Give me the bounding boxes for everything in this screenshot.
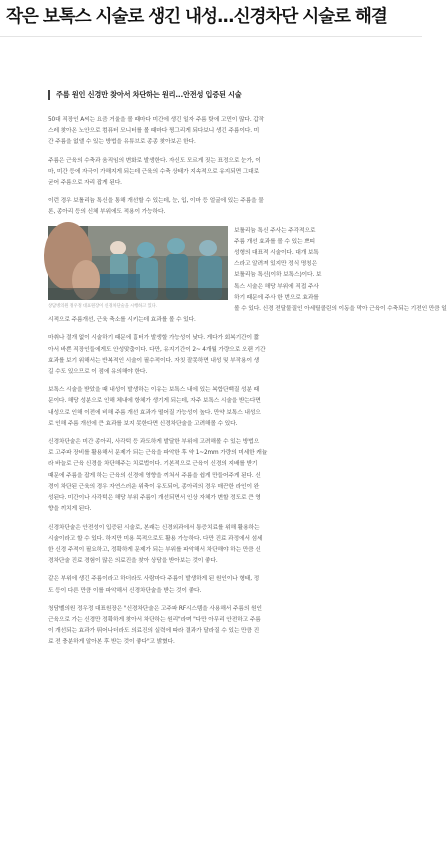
paragraph-line: 주름은 근육의 수축과 움직임의 변화로 발생한다. 자신도 모르게 짓는 표정으로 눈가, 이 <box>48 157 261 164</box>
paragraph-line: 청담벨의원 정우정 대표원장은 "신경차단술은 고주파 RF시스템을 사용해서 주름의 원인 <box>48 605 262 612</box>
paragraph-line: 경차단술 진료 경험이 많은 의료진을 찾아 상담을 받아보는 것이 좋다. <box>48 558 218 565</box>
paragraph-line: 볼 수 있다. 신경 전달물질인 아세틸콜린의 이동을 막아 근육이 수축되는 기전인 만큼 일 <box>234 306 447 313</box>
paragraph-line: 론, 종아리 등의 신체 부위에도 적용이 가능하다. <box>48 209 166 216</box>
article-figure <box>48 226 228 311</box>
paragraph-line: 50대 직장인 A씨는 요즘 거울을 볼 때마다 미간에 생긴 일자 주름 탓에 고민이 많다. 갑작 <box>48 117 265 123</box>
paragraph-line: 신경차단술은 미간 종아리, 사각턱 등 과도하게 발달한 부위에 고려해볼 수 있는 방법으 <box>48 439 260 446</box>
paragraph-line: 경이 차단된 근육의 경우 자연스러운 위축이 유도되어, 종아리의 경우 매끈한 라인이 완 <box>48 483 260 490</box>
paragraph-line: 한 신경 주적이 필요하고, 정확하게 문제가 되는 부위를 파악해서 차단해야 하는 만큼 신 <box>48 546 261 553</box>
paragraph-line: 도 등이 다른 만큼 이를 파악해서 신경차단술을 받는 것이 좋다. <box>48 587 202 594</box>
article-paragraph <box>48 604 370 649</box>
paragraph-line: 마, 미간 등에 자극이 가해지게 되는데 근육의 수축 상태가 지속적으로 유지되면 그대로 <box>48 168 260 175</box>
paragraph-line: 향을 끼치게 된다. <box>48 506 92 513</box>
surgery-photo <box>48 226 228 300</box>
paragraph-line: 료 전 충분하게 알아본 후 받는 것이 좋다"고 밝혔다. <box>48 639 175 646</box>
paragraph-line: 로 인해 주름 개선에 큰 효과를 보지 못한다면 신경차단술을 고려해볼 수 있다. <box>48 420 238 427</box>
article-body <box>48 90 447 656</box>
paragraph-line: 굳어 주름으로 자리 잡게 된다. <box>48 180 122 187</box>
article-paragraph <box>48 574 370 596</box>
article-paragraph <box>48 523 370 568</box>
paragraph-line: 로 고주파 장비를 활용해서 문제가 되는 근육을 파악한 후 약 1~2mm 가량의 미세한 캐뉼 <box>48 450 268 457</box>
paragraph-line: 때문에 주름을 잡게 하는 근육의 신경에 영향을 끼쳐서 주름을 쉽게 만들어주게 된다. 신 <box>48 472 261 479</box>
article-paragraph <box>48 196 370 218</box>
paragraph-line: 시적으로 주름개선, 근육 축소를 시키는데 효과를 볼 수 있다. <box>48 317 196 324</box>
article-paragraph <box>48 437 370 515</box>
paragraph-line: 마취나 절개 없이 시술하기 때문에 흉터가 발생할 가능성이 낮다. 게다가 회복기간이 짧 <box>48 335 260 342</box>
article-paragraph <box>48 333 370 378</box>
article-paragraph <box>48 385 370 430</box>
paragraph-line: 보툴리늄 톡신(이하 보톡스)이다. 보 <box>234 272 322 279</box>
paragraph-line: 아서 바쁜 직장인들에게도 안성맞춤이다. 다만, 유지기간이 2~ 4개월 가량으로 오랜 기간 <box>48 346 266 353</box>
paragraph-line: 길 수도 있으므로 이 점에 유의해야 한다. <box>48 369 148 376</box>
paragraph-line: 보툴리늄 톡신 주사는 주각적으로 <box>234 227 316 234</box>
paragraph-line: 보톡스 시술을 받았을 때 내성이 발생하는 이유는 보톡스 내에 있는 복합단백질 성분 때 <box>48 387 260 394</box>
headline: 작은 보톡스 시술로 생긴 내성...신경차단 시술로 해결 <box>6 7 387 27</box>
article-paragraph <box>48 156 370 190</box>
paragraph-line: 시술이라고 할 수 있다. 하지만 미용 목적으로도 활용 가능하다. 다만 진료 과정에서 섬세 <box>48 535 263 542</box>
paragraph-line: 이런 경우 보톨리늄 톡신을 통해 개선할 수 있는데, 눈, 입, 이마 등 얼굴에 있는 주름을 물 <box>48 198 264 205</box>
paragraph-line: 효과를 보기 위해서는 반복적인 시술이 필수적이다. 자칫 잘못하면 내성 및 부작용이 생 <box>48 357 260 364</box>
paragraph-line: 성된다. 미간이나 사각턱은 해당 부위 주름이 개선되면서 인상 자체가 변할 정도로 큰 영 <box>48 495 261 502</box>
figure-caption: 상담병의원 정우정 대표원장이 신경차단술을 시행하고 있다. <box>48 303 157 309</box>
paragraph-line: 내성으로 인해 이전에 비해 주름 개선 효과가 떨어질 가능성이 높다. 만약 보톡스 내성으 <box>48 409 261 416</box>
paragraph-line: 문이다. 해당 성분으로 인해 체내에 항체가 생기게 되는데, 자주 보톡스 시술을 받는다면 <box>48 398 261 405</box>
paragraph-line: 주름 개선 효과를 볼 수 있는 쁘띠 <box>234 238 316 245</box>
paragraph-line: 라 바늘로 근육 신경을 차단해주는 치료법이다. 기본적으로 근육이 신경의 지배를 받기 <box>48 461 258 468</box>
paragraph-line: 성형의 대표적 시술이다. 대개 보톡 <box>234 250 319 257</box>
paragraph-line: 스라고 알려져 있지만 정식 명칭은 <box>234 261 318 268</box>
paragraph-line: 스레 찾아온 노안으로 컴퓨터 모니터를 볼 때마다 찡그리게 되다보니 생긴 주름이다. 미 <box>48 128 260 135</box>
paragraph-group-intro <box>48 115 370 219</box>
paragraph-line: 근육으로 가는 신경만 정확하게 찾아서 차단하는 원리"라며 "다만 아무리 안전하고 주름 <box>48 616 261 623</box>
paragraph-line: 간 주름을 없앨 수 있는 방법을 유튜브로 종종 찾아보곤 한다. <box>48 139 196 146</box>
paragraph-line: 톡스 시술은 해당 부위에 직접 주사 <box>234 283 319 290</box>
paragraph-line: 이 개선되는 효과가 뛰어나더라도 의료진의 실력에 따라 결과가 달라질 수 있는 만큼 진 <box>48 628 260 635</box>
article-paragraph <box>48 115 370 149</box>
paragraph-line: 하기 때문에 주사 한 번으로 효과를 <box>234 294 319 301</box>
paragraph-line: 신경차단술은 안전성이 입증된 시술로, 본래는 신경외과에서 통증치료를 위해 활용하는 <box>48 524 260 531</box>
header-divider <box>0 36 422 37</box>
paragraph-line: 같은 부위에 생긴 주름이라고 하더라도 사람마다 주름이 발생하게 된 원인이나 형태, 정 <box>48 576 260 583</box>
subheadline: 주름 원인 신경만 찾아서 차단하는 원리...안전성 입증된 시술 <box>48 90 370 100</box>
